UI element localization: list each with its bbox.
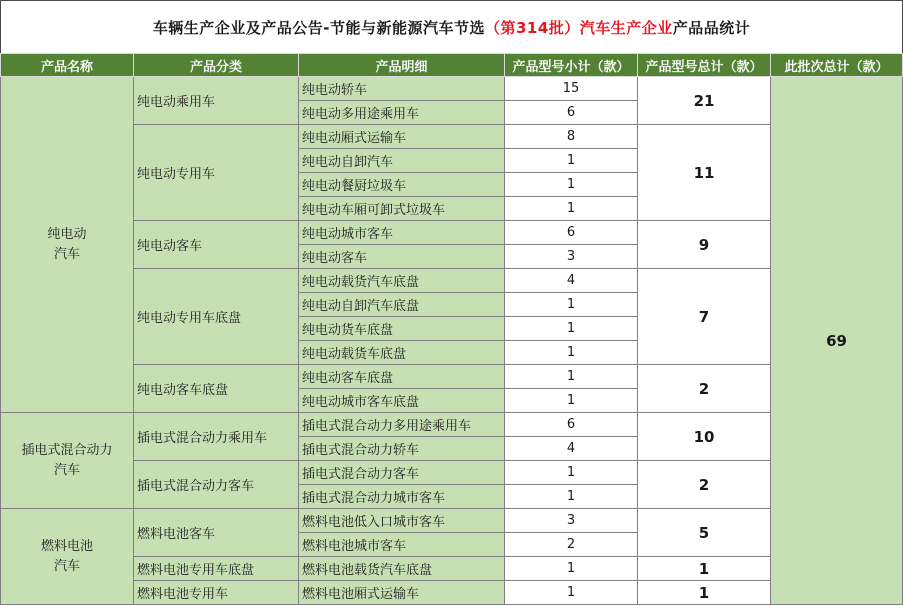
detail-cell: 纯电动载货车底盘: [299, 341, 505, 365]
detail-cell: 纯电动城市客车底盘: [299, 389, 505, 413]
total-cell: 9: [638, 221, 771, 269]
header-batch-total: 此批次总计（款）: [771, 54, 903, 77]
detail-cell: 纯电动多用途乘用车: [299, 101, 505, 125]
batch-total-cell: 69: [771, 77, 903, 605]
table-body: [1, 77, 903, 605]
total-cell: 21: [638, 77, 771, 125]
header-total: 产品型号总计（款）: [638, 54, 771, 77]
category-cell: 纯电动客车: [134, 221, 299, 269]
category-cell: 纯电动专用车: [134, 125, 299, 221]
detail-cell: 插电式混合动力城市客车: [299, 485, 505, 509]
detail-cell: 插电式混合动力客车: [299, 461, 505, 485]
total-cell: 2: [638, 461, 771, 509]
subtotal-cell: 1: [505, 461, 638, 485]
category-cell: 纯电动客车底盘: [134, 365, 299, 413]
header-product-name: 产品名称: [1, 54, 134, 77]
table-row: [1, 461, 903, 485]
header-subtotal: 产品型号小计（款）: [505, 54, 638, 77]
category-cell: 纯电动乘用车: [134, 77, 299, 125]
subtotal-cell: 1: [505, 341, 638, 365]
product-name-line-1: 纯电动: [47, 226, 87, 242]
subtotal-cell: 1: [505, 557, 638, 581]
total-cell: 10: [638, 413, 771, 461]
subtotal-cell: 6: [505, 413, 638, 437]
subtotal-cell: 4: [505, 269, 638, 293]
subtotal-cell: 1: [505, 293, 638, 317]
table-row: [1, 509, 903, 533]
detail-cell: 纯电动车厢可卸式垃圾车: [299, 197, 505, 221]
product-name-line-2: 汽车: [53, 558, 80, 574]
subtotal-cell: 1: [505, 173, 638, 197]
title-part-2: （第314批）汽车生产企业: [484, 18, 673, 37]
category-cell: 插电式混合动力乘用车: [134, 413, 299, 461]
detail-cell: 纯电动餐厨垃圾车: [299, 173, 505, 197]
report-title: [0, 0, 903, 54]
product-name-line-2: 汽车: [53, 246, 80, 262]
detail-cell: 纯电动货车底盘: [299, 317, 505, 341]
total-cell: 11: [638, 125, 771, 221]
subtotal-cell: 2: [505, 533, 638, 557]
table-row: [1, 413, 903, 437]
detail-cell: 纯电动自卸汽车: [299, 149, 505, 173]
product-name-cell: [1, 413, 134, 509]
total-cell: 5: [638, 509, 771, 557]
total-cell: 1: [638, 581, 771, 605]
category-cell: 燃料电池客车: [134, 509, 299, 557]
detail-cell: 纯电动自卸汽车底盘: [299, 293, 505, 317]
category-cell: 纯电动专用车底盘: [134, 269, 299, 365]
stats-table: [0, 53, 903, 605]
table-row: [1, 557, 903, 581]
subtotal-cell: 3: [505, 509, 638, 533]
product-name-line-1: 插电式混合动力: [21, 442, 113, 458]
product-name-cell: [1, 77, 134, 413]
detail-cell: 燃料电池厢式运输车: [299, 581, 505, 605]
total-cell: 7: [638, 269, 771, 365]
subtotal-cell: 1: [505, 149, 638, 173]
header-row: [1, 54, 903, 77]
table-row: [1, 365, 903, 389]
subtotal-cell: 4: [505, 437, 638, 461]
detail-cell: 纯电动厢式运输车: [299, 125, 505, 149]
title-part-3: 产品品统计: [672, 18, 751, 37]
subtotal-cell: 3: [505, 245, 638, 269]
table-row: [1, 581, 903, 605]
detail-cell: 插电式混合动力轿车: [299, 437, 505, 461]
product-name-line-1: 燃料电池: [40, 538, 93, 554]
category-cell: 燃料电池专用车: [134, 581, 299, 605]
table-row: [1, 221, 903, 245]
subtotal-cell: 1: [505, 581, 638, 605]
detail-cell: 插电式混合动力多用途乘用车: [299, 413, 505, 437]
subtotal-cell: 15: [505, 77, 638, 101]
detail-cell: 燃料电池载货汽车底盘: [299, 557, 505, 581]
product-name-line-2: 汽车: [53, 462, 80, 478]
detail-cell: 燃料电池低入口城市客车: [299, 509, 505, 533]
category-cell: 燃料电池专用车底盘: [134, 557, 299, 581]
detail-cell: 纯电动城市客车: [299, 221, 505, 245]
subtotal-cell: 6: [505, 101, 638, 125]
table-row: [1, 77, 903, 101]
subtotal-cell: 1: [505, 389, 638, 413]
header-category: 产品分类: [134, 54, 299, 77]
total-cell: 2: [638, 365, 771, 413]
detail-cell: 纯电动轿车: [299, 77, 505, 101]
product-name-cell: [1, 509, 134, 605]
detail-cell: 纯电动客车: [299, 245, 505, 269]
category-cell: 插电式混合动力客车: [134, 461, 299, 509]
table-row: [1, 269, 903, 293]
title-part-1: 车辆生产企业及产品公告-节能与新能源汽车节选: [152, 18, 485, 37]
subtotal-cell: 1: [505, 485, 638, 509]
header-detail: 产品明细: [299, 54, 505, 77]
table-row: [1, 125, 903, 149]
subtotal-cell: 8: [505, 125, 638, 149]
subtotal-cell: 6: [505, 221, 638, 245]
total-cell: 1: [638, 557, 771, 581]
detail-cell: 纯电动载货汽车底盘: [299, 269, 505, 293]
detail-cell: 纯电动客车底盘: [299, 365, 505, 389]
subtotal-cell: 1: [505, 197, 638, 221]
detail-cell: 燃料电池城市客车: [299, 533, 505, 557]
subtotal-cell: 1: [505, 317, 638, 341]
subtotal-cell: 1: [505, 365, 638, 389]
